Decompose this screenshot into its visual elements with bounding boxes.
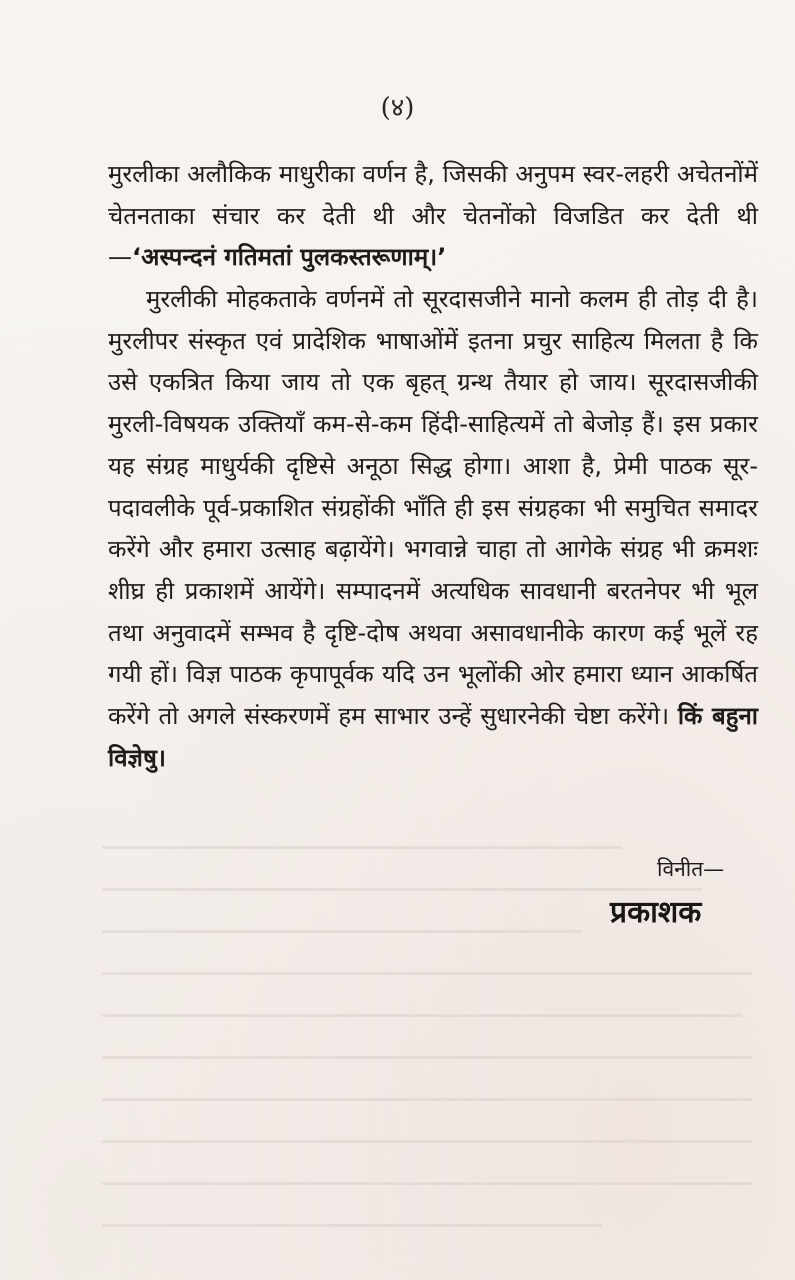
sanskrit-quote: ‘अस्पन्दनं गतिमतां पुलकस्तरूणाम्।’ xyxy=(132,243,447,272)
page-number: (४) xyxy=(380,93,415,123)
publisher-signature: प्रकाशक xyxy=(610,895,702,930)
paragraph-2 xyxy=(108,279,758,779)
paragraph-2-text: मुरलीकी मोहकताके वर्णनमें तो सूरदासजीने मानो कलम ही तोड़ दी है। मुरलीपर संस्कृत एवं प्रादेशिक भाषाओंमें इतना प्रचुर साहित्य मिलता है कि उसे एकत्रित किया जाय तो एक बृहत् ग्रन्थ तैयार हो जाय। सूरदासजीकी मुरली-विषयक उक्तियाँ कम-से-कम हिंदी-साहित्यमें तो बेजोड़ हैं। इस प्रकार यह संग्रह माधुर्यकी दृष्टिसे अनूठा सिद्ध होगा। आशा है, प्रेमी पाठक सूर-पदावलीके पूर्व-प्रकाशित संग्रहोंकी भाँति ही इस संग्रहका भी समुचित समादर करेंगे और हमारा उत्साह बढ़ायेंगे। भगवान्ने चाहा तो आगेके संग्रह भी क्रमशः शीघ्र ही प्रकाशमें आयेंगे। सम्पादनमें अत्यधिक सावधानी बरतनेपर भी भूल तथा अनुवादमें सम्भव है दृष्टि-दोष अथवा असावधानीके कारण कई भूलें रह गयी हों। विज्ञ पाठक कृपापूर्वक यदि उन भूलोंकी ओर हमारा ध्यान आकर्षित करेंगे तो अगले संस्करणमें हम साभार उन्हें सुधारनेकी चेष्टा करेंगे। xyxy=(108,285,758,731)
paragraph-1-text: मुरलीका अलौकिक माधुरीका वर्णन है, जिसकी अनुपम स्वर-लहरी अचेतनोंमें चेतनताका संचार कर देती थी और चेतनोंको विजडित कर देती थी— xyxy=(108,160,758,272)
signoff: विनीत— xyxy=(657,857,725,881)
paragraph-1 xyxy=(108,154,758,279)
closing-phrase: किं बहुना विज्ञेषु। xyxy=(108,702,758,772)
